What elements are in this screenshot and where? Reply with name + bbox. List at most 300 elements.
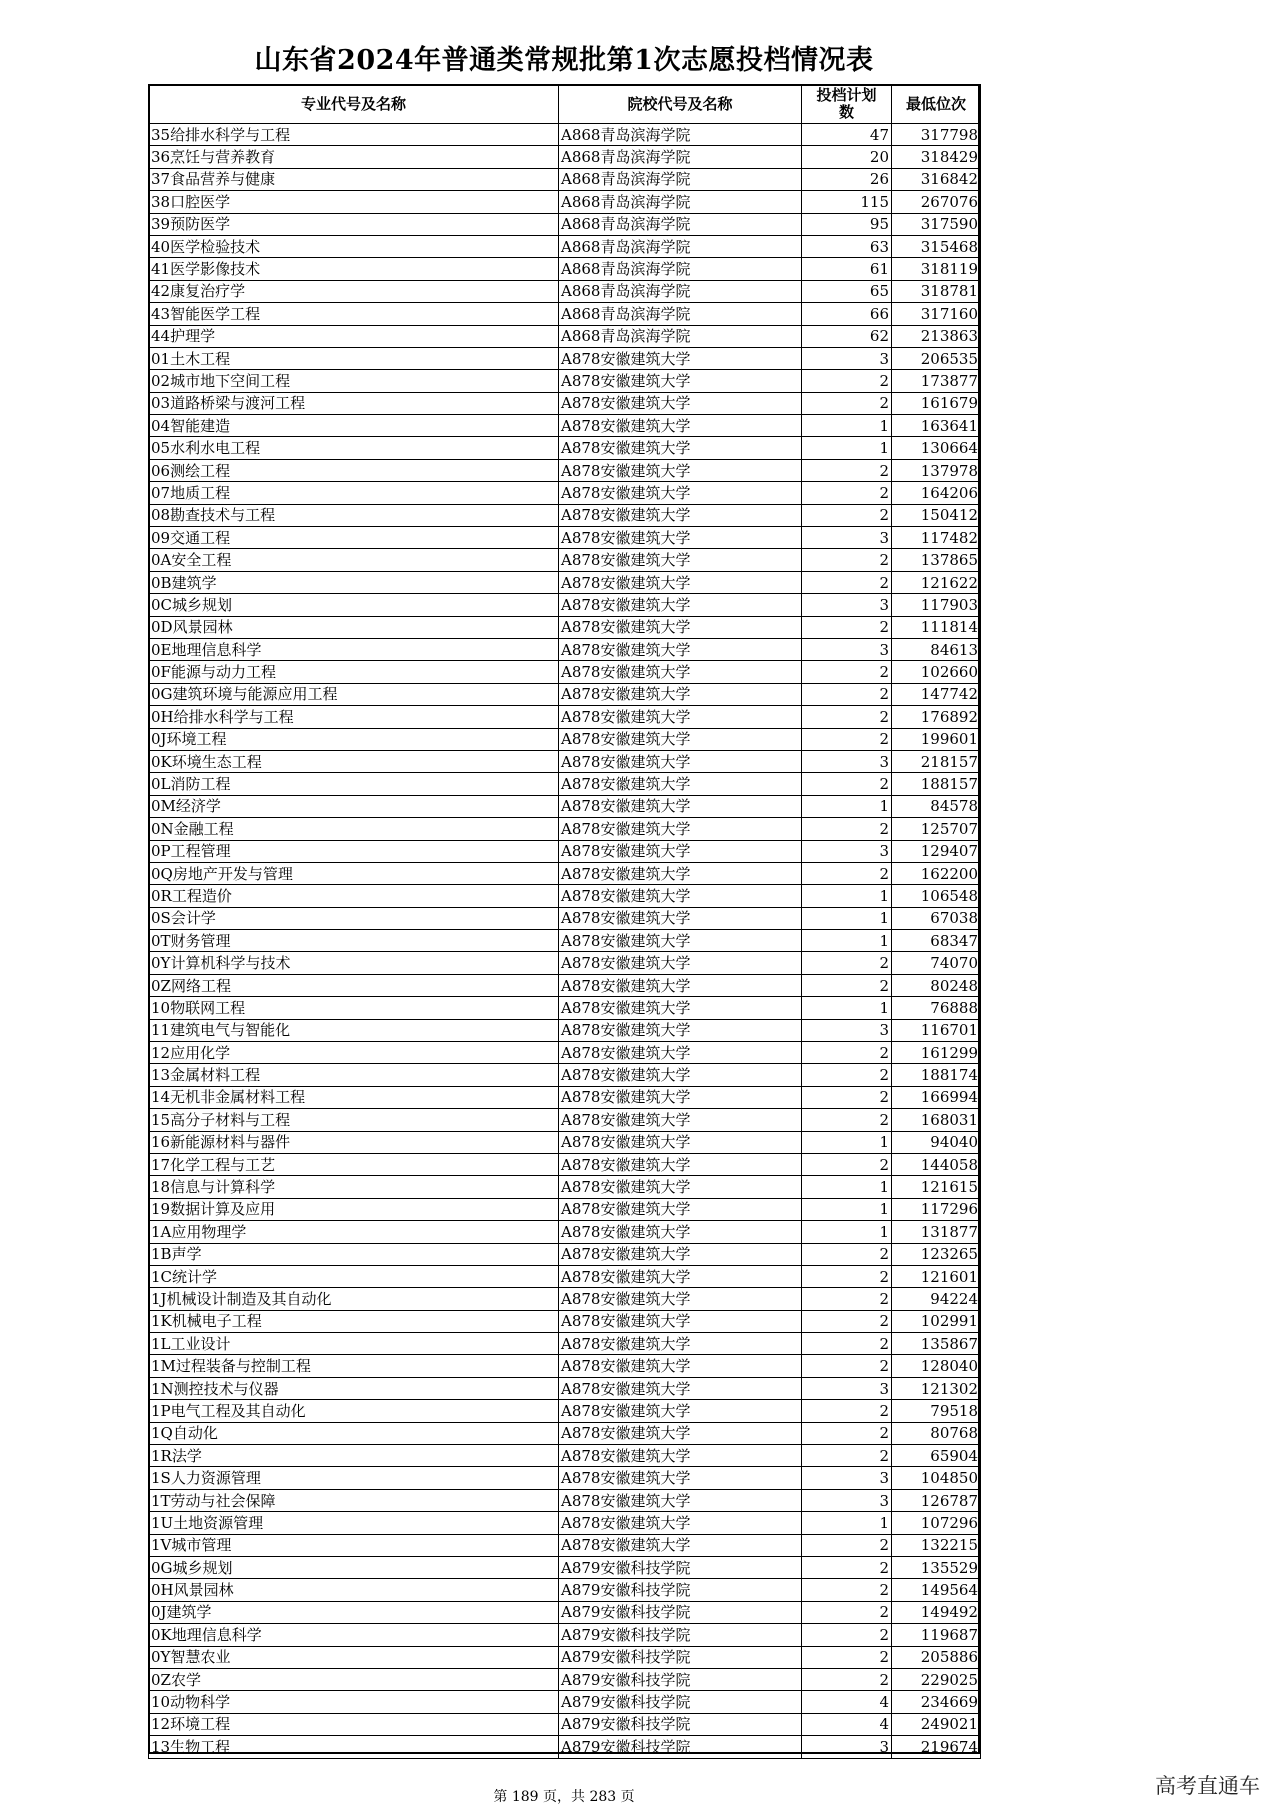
table-row [149,280,981,302]
cell-school: A879安徽科技学院 [559,1668,802,1690]
cell-school: A878安徽建筑大学 [559,415,802,437]
cell-plan: 1 [802,1198,892,1220]
cell-plan: 2 [802,1086,892,1108]
cell-plan: 66 [802,303,892,325]
cell-major: 1C统计学 [149,1265,559,1287]
cell-plan: 2 [802,1534,892,1556]
cell-major: 02城市地下空间工程 [149,370,559,392]
cell-school: A878安徽建筑大学 [559,370,802,392]
cell-rank: 147742 [892,683,981,705]
cell-major: 1A应用物理学 [149,1221,559,1243]
cell-plan: 26 [802,168,892,190]
cell-major: 0G城乡规划 [149,1557,559,1579]
cell-school: A878安徽建筑大学 [559,1086,802,1108]
cell-major: 1M过程装备与控制工程 [149,1355,559,1377]
cell-plan: 2 [802,392,892,414]
cell-major: 09交通工程 [149,527,559,549]
cell-plan: 2 [802,1355,892,1377]
cell-plan: 3 [802,840,892,862]
cell-major: 38口腔医学 [149,191,559,213]
table-row [149,1288,981,1310]
cell-rank: 119687 [892,1624,981,1646]
table-row [149,1176,981,1198]
cell-school: A878安徽建筑大学 [559,1221,802,1243]
cell-major: 14无机非金属材料工程 [149,1086,559,1108]
cell-plan: 65 [802,280,892,302]
table-row [149,1153,981,1175]
cell-major: 0N金融工程 [149,818,559,840]
table-row [149,1557,981,1579]
table-row [149,974,981,996]
cell-plan: 3 [802,594,892,616]
cell-school: A878安徽建筑大学 [559,1512,802,1534]
cell-major: 0J建筑学 [149,1601,559,1623]
table-row [149,504,981,526]
cell-rank: 104850 [892,1467,981,1489]
table-row [149,415,981,437]
cell-rank: 67038 [892,907,981,929]
table-row [149,213,981,235]
cell-school: A878安徽建筑大学 [559,1176,802,1198]
cell-major: 0R工程造价 [149,885,559,907]
cell-school: A878安徽建筑大学 [559,459,802,481]
cell-plan: 20 [802,146,892,168]
cell-major: 0J环境工程 [149,728,559,750]
table-row [149,1310,981,1332]
cell-rank: 317590 [892,213,981,235]
table-row [149,191,981,213]
cell-school: A878安徽建筑大学 [559,1310,802,1332]
cell-rank: 65904 [892,1445,981,1467]
cell-school: A879安徽科技学院 [559,1713,802,1735]
table-row [149,840,981,862]
table-row [149,527,981,549]
cell-rank: 111814 [892,616,981,638]
cell-major: 0Z网络工程 [149,974,559,996]
cell-plan: 1 [802,1221,892,1243]
table-row [149,907,981,929]
cell-school: A878安徽建筑大学 [559,1131,802,1153]
cell-major: 18信息与计算科学 [149,1176,559,1198]
cell-rank: 121601 [892,1265,981,1287]
cell-rank: 199601 [892,728,981,750]
cell-rank: 106548 [892,885,981,907]
cell-rank: 128040 [892,1355,981,1377]
table-row [149,1624,981,1646]
cell-major: 0K地理信息科学 [149,1624,559,1646]
cell-major: 16新能源材料与器件 [149,1131,559,1153]
cell-plan: 2 [802,728,892,750]
cell-school: A879安徽科技学院 [559,1691,802,1713]
cell-plan: 3 [802,1489,892,1511]
cell-plan: 2 [802,1243,892,1265]
cell-major: 1T劳动与社会保障 [149,1489,559,1511]
cell-rank: 123265 [892,1243,981,1265]
table-row [149,1534,981,1556]
cell-school: A868青岛滨海学院 [559,303,802,325]
table-row [149,638,981,660]
header-major: 专业代号及名称 [149,85,559,124]
table-row [149,1355,981,1377]
cell-rank: 166994 [892,1086,981,1108]
table-row [149,818,981,840]
cell-school: A878安徽建筑大学 [559,1445,802,1467]
cell-school: A878安徽建筑大学 [559,549,802,571]
cell-school: A878安徽建筑大学 [559,750,802,772]
cell-major: 0E地理信息科学 [149,638,559,660]
table-row [149,683,981,705]
cell-major: 36烹饪与营养教育 [149,146,559,168]
cell-major: 1R法学 [149,1445,559,1467]
cell-plan: 2 [802,482,892,504]
table-row [149,1131,981,1153]
cell-major: 37食品营养与健康 [149,168,559,190]
cell-major: 0T财务管理 [149,930,559,952]
cell-plan: 47 [802,124,892,146]
cell-plan: 1 [802,930,892,952]
cell-school: A878安徽建筑大学 [559,930,802,952]
cell-plan: 2 [802,1064,892,1086]
table-body [149,124,981,1759]
cell-rank: 84613 [892,638,981,660]
cell-rank: 315468 [892,235,981,257]
cell-plan: 2 [802,862,892,884]
table-row [149,1668,981,1690]
cell-major: 01土木工程 [149,347,559,369]
cell-rank: 132215 [892,1534,981,1556]
cell-school: A878安徽建筑大学 [559,1333,802,1355]
cell-plan: 2 [802,459,892,481]
table-header-row [149,85,981,124]
cell-school: A878安徽建筑大学 [559,1019,802,1041]
cell-rank: 135867 [892,1333,981,1355]
table-row [149,325,981,347]
table-row [149,750,981,772]
cell-plan: 2 [802,616,892,638]
cell-school: A878安徽建筑大学 [559,1153,802,1175]
cell-school: A879安徽科技学院 [559,1646,802,1668]
cell-rank: 150412 [892,504,981,526]
table-row [149,616,981,638]
cell-school: A868青岛滨海学院 [559,280,802,302]
cell-plan: 1 [802,997,892,1019]
cell-school: A878安徽建筑大学 [559,638,802,660]
table-row [149,1265,981,1287]
cell-plan: 1 [802,1512,892,1534]
cell-school: A878安徽建筑大学 [559,706,802,728]
cell-rank: 219674 [892,1736,981,1758]
cell-plan: 2 [802,1422,892,1444]
cell-rank: 74070 [892,952,981,974]
table-row [149,1333,981,1355]
cell-school: A879安徽科技学院 [559,1736,802,1758]
cell-plan: 3 [802,1467,892,1489]
cell-rank: 79518 [892,1400,981,1422]
cell-plan: 3 [802,1377,892,1399]
cell-plan: 2 [802,1400,892,1422]
cell-school: A878安徽建筑大学 [559,1243,802,1265]
table-row [149,168,981,190]
cell-school: A868青岛滨海学院 [559,325,802,347]
cell-major: 0C城乡规划 [149,594,559,616]
cell-major: 0M经济学 [149,795,559,817]
cell-rank: 188157 [892,773,981,795]
cell-major: 0S会计学 [149,907,559,929]
cell-major: 1U土地资源管理 [149,1512,559,1534]
cell-major: 19数据计算及应用 [149,1198,559,1220]
cell-school: A878安徽建筑大学 [559,974,802,996]
cell-school: A878安徽建筑大学 [559,1109,802,1131]
cell-school: A878安徽建筑大学 [559,1042,802,1064]
cell-rank: 206535 [892,347,981,369]
cell-school: A878安徽建筑大学 [559,907,802,929]
cell-rank: 317160 [892,303,981,325]
table-row [149,549,981,571]
cell-school: A878安徽建筑大学 [559,1377,802,1399]
table-row [149,773,981,795]
cell-plan: 2 [802,504,892,526]
cell-major: 03道路桥梁与渡河工程 [149,392,559,414]
cell-rank: 84578 [892,795,981,817]
cell-plan: 2 [802,683,892,705]
cell-plan: 2 [802,1109,892,1131]
cell-rank: 130664 [892,437,981,459]
cell-rank: 234669 [892,1691,981,1713]
cell-rank: 102660 [892,661,981,683]
header-plan: 投档计划数 [802,85,892,124]
table-row [149,571,981,593]
table-row [149,885,981,907]
cell-plan: 63 [802,235,892,257]
cell-school: A878安徽建筑大学 [559,1467,802,1489]
page-title: 山东省2024年普通类常规批第1次志愿投档情况表 [254,45,874,76]
table-row [149,146,981,168]
cell-school: A878安徽建筑大学 [559,683,802,705]
cell-major: 1L工业设计 [149,1333,559,1355]
cell-rank: 318429 [892,146,981,168]
cell-major: 15高分子材料与工程 [149,1109,559,1131]
cell-rank: 316842 [892,168,981,190]
cell-school: A878安徽建筑大学 [559,594,802,616]
cell-school: A878安徽建筑大学 [559,504,802,526]
cell-major: 0H给排水科学与工程 [149,706,559,728]
cell-rank: 94224 [892,1288,981,1310]
table-row [149,930,981,952]
cell-school: A879安徽科技学院 [559,1624,802,1646]
cell-major: 08勘查技术与工程 [149,504,559,526]
cell-rank: 229025 [892,1668,981,1690]
cell-plan: 3 [802,750,892,772]
cell-plan: 2 [802,1310,892,1332]
cell-plan: 3 [802,638,892,660]
cell-major: 0D风景园林 [149,616,559,638]
cell-major: 17化学工程与工艺 [149,1153,559,1175]
cell-rank: 218157 [892,750,981,772]
cell-major: 39预防医学 [149,213,559,235]
table-row [149,1243,981,1265]
table-row [149,1579,981,1601]
cell-major: 12应用化学 [149,1042,559,1064]
cell-major: 0F能源与动力工程 [149,661,559,683]
cell-major: 05水利水电工程 [149,437,559,459]
table-row [149,728,981,750]
cell-rank: 318119 [892,258,981,280]
cell-major: 35给排水科学与工程 [149,124,559,146]
cell-rank: 318781 [892,280,981,302]
cell-plan: 2 [802,1445,892,1467]
table-row [149,1198,981,1220]
cell-plan: 2 [802,370,892,392]
cell-rank: 135529 [892,1557,981,1579]
table-row [149,862,981,884]
cell-plan: 2 [802,661,892,683]
cell-plan: 2 [802,1042,892,1064]
cell-major: 0B建筑学 [149,571,559,593]
cell-major: 1N测控技术与仪器 [149,1377,559,1399]
table-row [149,1064,981,1086]
cell-major: 1S人力资源管理 [149,1467,559,1489]
cell-plan: 62 [802,325,892,347]
cell-rank: 176892 [892,706,981,728]
cell-school: A878安徽建筑大学 [559,885,802,907]
cell-school: A878安徽建筑大学 [559,1355,802,1377]
cell-school: A879安徽科技学院 [559,1601,802,1623]
cell-rank: 131877 [892,1221,981,1243]
cell-school: A878安徽建筑大学 [559,616,802,638]
cell-rank: 162200 [892,862,981,884]
cell-rank: 137978 [892,459,981,481]
cell-plan: 3 [802,527,892,549]
cell-school: A868青岛滨海学院 [559,168,802,190]
cell-school: A878安徽建筑大学 [559,1288,802,1310]
cell-rank: 161299 [892,1042,981,1064]
cell-rank: 144058 [892,1153,981,1175]
table-row [149,1489,981,1511]
cell-school: A878安徽建筑大学 [559,795,802,817]
cell-major: 0G建筑环境与能源应用工程 [149,683,559,705]
cell-major: 13金属材料工程 [149,1064,559,1086]
cell-rank: 121622 [892,571,981,593]
cell-plan: 2 [802,974,892,996]
cell-plan: 3 [802,347,892,369]
table-row [149,661,981,683]
cell-rank: 205886 [892,1646,981,1668]
cell-plan: 2 [802,1624,892,1646]
cell-rank: 137865 [892,549,981,571]
cell-rank: 267076 [892,191,981,213]
cell-plan: 2 [802,1646,892,1668]
cell-school: A878安徽建筑大学 [559,1422,802,1444]
cell-rank: 163641 [892,415,981,437]
cell-major: 42康复治疗学 [149,280,559,302]
table-row [149,370,981,392]
cell-major: 04智能建造 [149,415,559,437]
table-row [149,347,981,369]
table-row [149,1377,981,1399]
cell-major: 0H风景园林 [149,1579,559,1601]
cell-major: 0Y智慧农业 [149,1646,559,1668]
cell-major: 0K环境生态工程 [149,750,559,772]
table-row [149,1019,981,1041]
table-row [149,706,981,728]
table-row [149,1646,981,1668]
cell-school: A868青岛滨海学院 [559,124,802,146]
cell-plan: 115 [802,191,892,213]
cell-major: 43智能医学工程 [149,303,559,325]
cell-major: 40医学检验技术 [149,235,559,257]
table-row [149,392,981,414]
cell-major: 0Q房地产开发与管理 [149,862,559,884]
cell-school: A878安徽建筑大学 [559,1198,802,1220]
cell-school: A878安徽建筑大学 [559,818,802,840]
table-row [149,258,981,280]
table-row [149,594,981,616]
cell-school: A878安徽建筑大学 [559,482,802,504]
cell-plan: 4 [802,1713,892,1735]
cell-school: A878安徽建筑大学 [559,1489,802,1511]
cell-rank: 116701 [892,1019,981,1041]
cell-plan: 1 [802,885,892,907]
cell-plan: 1 [802,437,892,459]
cell-rank: 249021 [892,1713,981,1735]
cell-plan: 2 [802,952,892,974]
cell-plan: 2 [802,1601,892,1623]
cell-plan: 3 [802,1019,892,1041]
cell-rank: 94040 [892,1131,981,1153]
cell-plan: 2 [802,1265,892,1287]
admission-table [148,84,981,1759]
cell-major: 0A安全工程 [149,549,559,571]
cell-rank: 149492 [892,1601,981,1623]
cell-rank: 161679 [892,392,981,414]
cell-rank: 317798 [892,124,981,146]
cell-rank: 125707 [892,818,981,840]
cell-school: A868青岛滨海学院 [559,191,802,213]
cell-plan: 2 [802,549,892,571]
table-row [149,437,981,459]
cell-school: A879安徽科技学院 [559,1557,802,1579]
cell-plan: 4 [802,1691,892,1713]
cell-plan: 1 [802,1176,892,1198]
cell-school: A878安徽建筑大学 [559,661,802,683]
cell-major: 13生物工程 [149,1736,559,1758]
cell-major: 44护理学 [149,325,559,347]
cell-major: 12环境工程 [149,1713,559,1735]
page-footer: 第 189 页，共 283 页 [493,1789,635,1805]
table-row [149,952,981,974]
cell-rank: 107296 [892,1512,981,1534]
cell-school: A878安徽建筑大学 [559,392,802,414]
table-row [149,1109,981,1131]
cell-plan: 2 [802,1557,892,1579]
cell-plan: 3 [802,1736,892,1758]
cell-rank: 149564 [892,1579,981,1601]
cell-school: A878安徽建筑大学 [559,1265,802,1287]
cell-rank: 188174 [892,1064,981,1086]
header-school: 院校代号及名称 [559,85,802,124]
cell-major: 0P工程管理 [149,840,559,862]
table-row [149,459,981,481]
table-row [149,795,981,817]
cell-plan: 2 [802,1579,892,1601]
cell-rank: 102991 [892,1310,981,1332]
cell-major: 1V城市管理 [149,1534,559,1556]
cell-major: 11建筑电气与智能化 [149,1019,559,1041]
cell-major: 0Z农学 [149,1668,559,1690]
table-row [149,1422,981,1444]
cell-school: A878安徽建筑大学 [559,997,802,1019]
cell-school: A868青岛滨海学院 [559,146,802,168]
